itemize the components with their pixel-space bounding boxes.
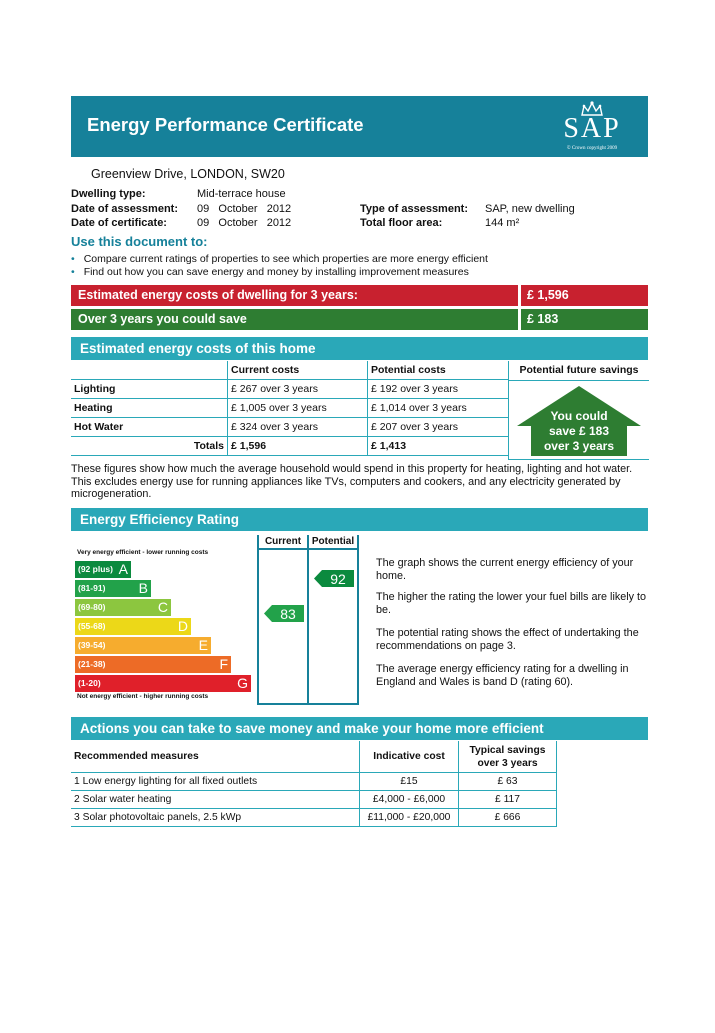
- sap-logo-text: SAP: [563, 113, 621, 144]
- eer-text-4: The average energy efficiency rating for a dwelling in England and Wales is band D (rating 60).: [376, 663, 629, 688]
- potential-costs-header: Potential costs: [368, 361, 509, 380]
- blank-header: [71, 361, 228, 380]
- cost-cell: £4,000 - £6,000: [360, 791, 459, 809]
- floor-area-label: Total floor area:: [360, 217, 443, 229]
- totals-label: Totals: [71, 437, 228, 456]
- costs-section-heading: Estimated energy costs of this home: [71, 337, 648, 360]
- divider: [357, 535, 359, 705]
- potential-rating-value: 92: [330, 571, 346, 587]
- measure-cell: 2 Solar water heating: [71, 791, 360, 809]
- divider: [257, 548, 359, 550]
- eer-text-1: The graph shows the current energy efficiency of your home.: [376, 557, 634, 582]
- efficient-note: Very energy efficient - lower running costs: [77, 549, 209, 556]
- savings-bar: Over 3 years you could save: [71, 309, 518, 330]
- table-row: [71, 791, 557, 809]
- band-letter: C: [157, 599, 168, 615]
- band-range: (69-80): [78, 602, 106, 612]
- table-row: [71, 380, 508, 399]
- eer-text-2: The higher the rating the lower your fuel bills are likely to be.: [376, 591, 647, 616]
- assessment-type-label: Type of assessment:: [360, 203, 469, 215]
- epc-header: [71, 96, 648, 157]
- bullet-icon: •: [71, 266, 75, 278]
- energy-rating-chart: [71, 535, 359, 705]
- floor-area-value: 144 m²: [485, 217, 520, 229]
- property-address: Greenview Drive, LONDON, SW20: [91, 167, 285, 181]
- rating-band-b: [75, 580, 151, 597]
- band-letter: F: [219, 656, 228, 672]
- assessment-type-value: SAP, new dwelling: [485, 203, 575, 215]
- row-label: Lighting: [71, 380, 228, 399]
- costs-header-row: [71, 361, 508, 380]
- potential-savings-header: Potential future savings: [509, 361, 649, 381]
- use-document-heading: Use this document to:: [71, 234, 208, 249]
- bullet-icon: •: [71, 253, 75, 265]
- estimated-cost-bar: Estimated energy costs of dwelling for 3 years:: [71, 285, 518, 306]
- rating-band-d: [75, 618, 191, 635]
- bullet-item: • Compare current ratings of properties to see which properties are more energy efficient: [71, 253, 488, 265]
- cost-header: Indicative cost: [360, 741, 459, 773]
- measure-cell: 3 Solar photovoltaic panels, 2.5 kWp: [71, 809, 360, 827]
- band-range: (1-20): [78, 678, 101, 688]
- row-label: Heating: [71, 399, 228, 418]
- sap-logo: [552, 100, 632, 154]
- page-title: Energy Performance Certificate: [87, 114, 364, 135]
- band-range: (55-68): [78, 621, 106, 631]
- rating-band-e: [75, 637, 211, 654]
- certificate-date-label: Date of certificate:: [71, 217, 167, 229]
- eer-section-heading: Energy Efficiency Rating: [71, 508, 648, 531]
- rating-band-g: [75, 675, 251, 692]
- savings-value: £ 183: [521, 309, 648, 330]
- dwelling-type-label: Dwelling type:: [71, 188, 146, 200]
- potential-cost-cell: £ 192 over 3 years: [368, 380, 509, 399]
- measures-header: Recommended measures: [71, 741, 360, 773]
- band-letter: A: [118, 561, 128, 577]
- potential-column-header: Potential: [311, 536, 355, 547]
- band-range: (92 plus): [78, 564, 113, 574]
- potential-cost-cell: £ 1,014 over 3 years: [368, 399, 509, 418]
- bullet-item: • Find out how you can save energy and money by installing improvement measures: [71, 266, 469, 278]
- eer-text-3: The potential rating shows the effect of undertaking the recommendations on page 3.: [376, 627, 639, 652]
- rating-band-c: [75, 599, 171, 616]
- band-range: (21-38): [78, 659, 106, 669]
- total-potential-cost: £ 1,413: [368, 437, 509, 456]
- divider: [257, 703, 359, 705]
- measure-cell: 1 Low energy lighting for all fixed outlets: [71, 773, 360, 791]
- actions-section-heading: Actions you can take to save money and make your home more efficient: [71, 717, 648, 740]
- table-row: [71, 809, 557, 827]
- band-range: (39-54): [78, 640, 106, 650]
- table-row: [71, 773, 557, 791]
- band-letter: G: [237, 675, 248, 691]
- table-row: [71, 418, 508, 437]
- total-current-cost: £ 1,596: [228, 437, 368, 456]
- savings-cell: £ 117: [459, 791, 557, 809]
- potential-rating-arrow: [314, 570, 354, 587]
- divider: [257, 535, 259, 705]
- savings-header: Typical savings over 3 years: [459, 741, 557, 773]
- actions-table: [71, 741, 557, 827]
- certificate-date-value: 09 October 2012: [197, 217, 292, 229]
- current-rating-value: 83: [280, 606, 296, 622]
- band-letter: B: [138, 580, 148, 596]
- costs-table: [71, 361, 508, 456]
- current-column-header: Current: [264, 536, 302, 547]
- house-savings-text: You could save £ 183 over 3 years: [543, 409, 615, 453]
- potential-savings-panel: [508, 361, 649, 460]
- band-range: (81-91): [78, 583, 106, 593]
- band-letter: E: [198, 637, 208, 653]
- dwelling-type-value: Mid-terrace house: [197, 188, 286, 200]
- assessment-date-value: 09 October 2012: [197, 203, 292, 215]
- savings-cell: £ 63: [459, 773, 557, 791]
- rating-band-f: [75, 656, 231, 673]
- row-label: Hot Water: [71, 418, 228, 437]
- crown-copyright: © Crown copyright 2009: [566, 146, 618, 151]
- actions-header-row: [71, 741, 557, 773]
- savings-cell: £ 666: [459, 809, 557, 827]
- cost-cell: £15: [360, 773, 459, 791]
- table-row: [71, 399, 508, 418]
- cost-cell: £11,000 - £20,000: [360, 809, 459, 827]
- potential-cost-cell: £ 207 over 3 years: [368, 418, 509, 437]
- current-costs-header: Current costs: [228, 361, 368, 380]
- assessment-date-label: Date of assessment:: [71, 203, 178, 215]
- current-cost-cell: £ 267 over 3 years: [228, 380, 368, 399]
- costs-explanation: These figures show how much the average household would spend in this property for heating, lighting and hot water. This excludes energy use for running appliances like TVs, computers and cookers, and any electricity generated by microgeneration.: [71, 463, 633, 500]
- divider: [307, 535, 309, 705]
- current-rating-arrow: [264, 605, 304, 622]
- totals-row: [71, 437, 508, 456]
- inefficient-note: Not energy efficient - higher running costs: [77, 693, 209, 700]
- current-cost-cell: £ 1,005 over 3 years: [228, 399, 368, 418]
- estimated-cost-value: £ 1,596: [521, 285, 648, 306]
- rating-band-a: [75, 561, 131, 578]
- band-letter: D: [177, 618, 188, 634]
- current-cost-cell: £ 324 over 3 years: [228, 418, 368, 437]
